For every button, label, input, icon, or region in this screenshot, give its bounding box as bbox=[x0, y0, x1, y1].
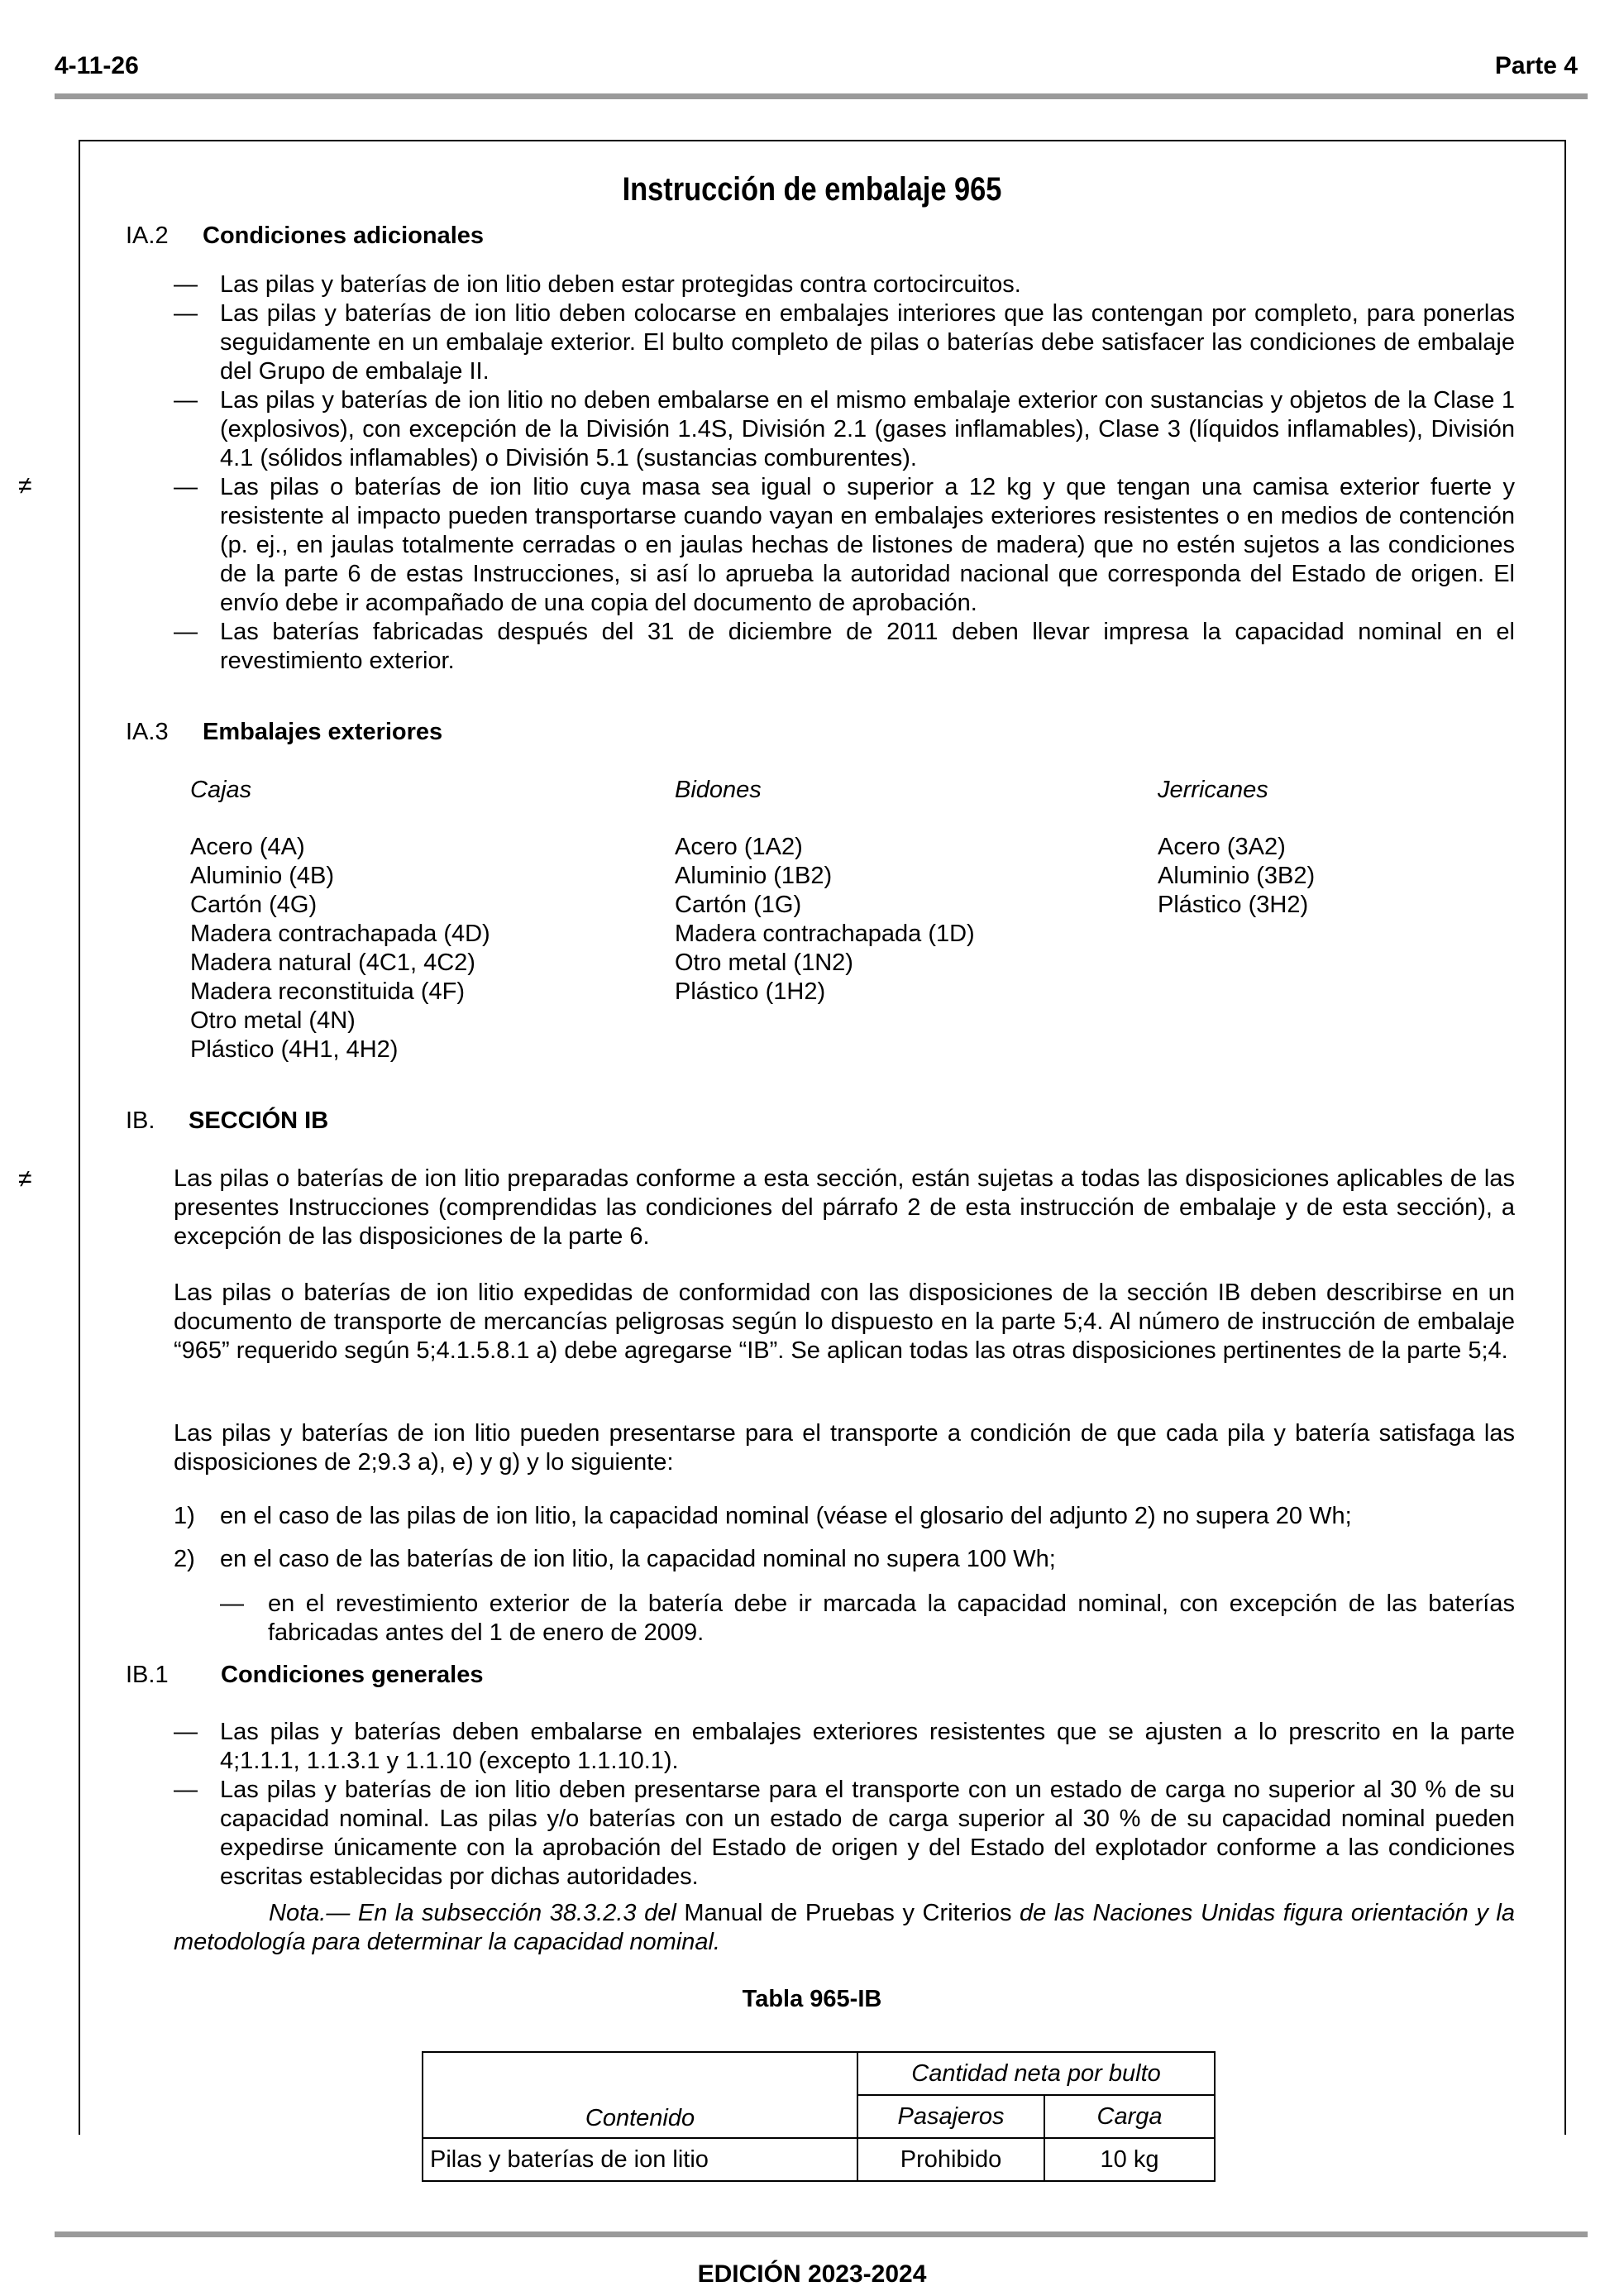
header-contents: Contenido bbox=[423, 2052, 857, 2138]
column-heading: Bidones bbox=[675, 777, 762, 803]
list-item: — Las pilas y baterías de ion litio deben estar protegidas contra cortocircuitos. bbox=[174, 271, 1021, 298]
section-label: SECCIÓN IB bbox=[189, 1107, 329, 1134]
list-item: Aluminio (4B) bbox=[190, 863, 335, 889]
section-ia2-heading bbox=[126, 222, 485, 251]
header-passengers: Pasajeros bbox=[857, 2095, 1044, 2138]
cell-contents: Pilas y baterías de ion litio bbox=[423, 2138, 857, 2181]
list-item: Madera contrachapada (1D) bbox=[675, 921, 975, 947]
ib-sub-list bbox=[220, 1590, 1515, 1648]
list-item: Madera reconstituida (4F) bbox=[190, 978, 466, 1005]
list-item: Acero (1A2) bbox=[675, 834, 803, 860]
list-item: Acero (3A2) bbox=[1158, 834, 1286, 860]
column-bidones bbox=[675, 776, 975, 1007]
list-item: Acero (4A) bbox=[190, 834, 305, 860]
list-item: Aluminio (1B2) bbox=[675, 863, 833, 889]
column-heading: Cajas bbox=[190, 777, 252, 803]
list-item: Madera natural (4C1, 4C2) bbox=[190, 949, 475, 976]
ib-paragraph-2: Las pilas o baterías de ion litio expedidas de conformidad con las disposiciones de la sección IB deben describirse en un documento de transporte de mercancías peligrosas según lo dispuesto en la parte 5;4. Al número de instrucción de embalaje “965” requerido según 5;4.1.5.8.1 a) debe agregarse “IB”. Se aplican todas las otras disposiciones pertinentes de la parte 5;4. bbox=[174, 1280, 1515, 1364]
section-number: IA.2 bbox=[126, 222, 169, 249]
revision-mark: ≠ bbox=[18, 472, 32, 500]
header-rule bbox=[55, 93, 1588, 99]
item-number: 2) bbox=[174, 1546, 195, 1572]
section-label: Condiciones generales bbox=[221, 1662, 484, 1688]
edition-label: EDICIÓN 2023-2024 bbox=[697, 2260, 927, 2288]
list-item: Aluminio (3B2) bbox=[1158, 863, 1316, 889]
list-item: Plástico (1H2) bbox=[675, 978, 826, 1005]
cell-cargo: 10 kg bbox=[1044, 2138, 1215, 2181]
list-item: Plástico (3H2) bbox=[1158, 892, 1309, 918]
list-item: — Las baterías fabricadas después del 31 de diciembre de 2011 deben llevar impresa la capacidad nominal en el revestimiento exterior. bbox=[174, 619, 1515, 674]
ib-paragraph-1: Las pilas o baterías de ion litio preparadas conforme a esta sección, están sujetas a todas las disposiciones aplicables de las presentes Instrucciones (comprendidas las condiciones del párrafo 2 de esta instrucción de embalaje y de esta sección), a excepción de las disposiciones de la parte 6. bbox=[174, 1165, 1515, 1250]
list-item: — Las pilas y baterías deben embalarse en embalajes exteriores resistentes que se ajusten a lo prescrito en la parte 4;1.1.1, 1.1.3.1 y 1.1.10 (excepto 1.1.10.1). bbox=[174, 1719, 1515, 1774]
ib1-note: Nota.— En la subsección 38.3.2.3 del Manual de Pruebas y Criterios de las Naciones Unidas figura orientación y la metodología para determinar la capacidad nominal. bbox=[174, 1900, 1515, 1955]
header-cargo: Carga bbox=[1044, 2095, 1215, 2138]
item-number: 1) bbox=[174, 1503, 195, 1529]
cell-passengers: Prohibido bbox=[857, 2138, 1044, 2181]
ib1-list bbox=[174, 1718, 1515, 1892]
column-jerricanes bbox=[1158, 776, 1315, 920]
item-text: en el caso de las baterías de ion litio, la capacidad nominal no supera 100 Wh; bbox=[220, 1546, 1056, 1572]
section-ia3-heading bbox=[126, 718, 443, 747]
list-item: Madera contrachapada (4D) bbox=[190, 921, 490, 947]
section-label: Embalajes exteriores bbox=[203, 719, 443, 745]
list-item: Otro metal (1N2) bbox=[675, 949, 853, 976]
part-label: Parte 4 bbox=[1494, 52, 1578, 79]
ib-numbered-1 bbox=[174, 1502, 1352, 1531]
section-label: Condiciones adicionales bbox=[203, 222, 485, 249]
table-caption: Tabla 965-IB bbox=[742, 1986, 882, 2012]
page-reference: 4-11-26 bbox=[55, 52, 139, 79]
section-ib-heading bbox=[126, 1107, 329, 1136]
section-number: IB. bbox=[126, 1107, 155, 1134]
ib-numbered-2 bbox=[174, 1545, 1056, 1574]
list-item: — Las pilas y baterías de ion litio deben presentarse para el transporte con un estado de carga no superior al 30 % de su capacidad nominal. Las pilas y/o baterías con un estado de carga superior al 30 % de su capacidad nominal pueden expedirse únicamente con la aprobación del Estado de origen y del Estado del explotador conforme a las condiciones escritas establecidas por dichas autoridades. bbox=[174, 1777, 1515, 1890]
header-group: Cantidad neta por bulto bbox=[857, 2052, 1215, 2095]
footer-rule bbox=[55, 2231, 1588, 2237]
column-heading: Jerricanes bbox=[1158, 777, 1268, 803]
section-ib1-heading bbox=[126, 1661, 484, 1690]
table-row bbox=[423, 2138, 1215, 2181]
list-item: — en el revestimiento exterior de la batería debe ir marcada la capacidad nominal, con excepción de las baterías fabricadas antes del 1 de enero de 2009. bbox=[220, 1590, 1515, 1646]
column-cajas bbox=[190, 776, 490, 1064]
list-item: Cartón (1G) bbox=[675, 892, 802, 918]
table-965-ib bbox=[422, 2051, 1216, 2182]
list-item: Otro metal (4N) bbox=[190, 1007, 356, 1034]
page-title: Instrucción de embalaje 965 bbox=[622, 171, 1002, 208]
revision-mark: ≠ bbox=[18, 1165, 32, 1193]
list-item: — Las pilas y baterías de ion litio no deben embalarse en el mismo embalaje exterior con sustancias y objetos de la Clase 1 (explosivos), con excepción de la División 1.4S, División 2.1 (gases inflamables), Clase 3 (líquidos inflamables), División 4.1 (sólidos inflamables) o División 5.1 (sustancias comburentes). bbox=[174, 387, 1515, 471]
section-number: IA.3 bbox=[126, 719, 169, 745]
ia2-list bbox=[174, 270, 1515, 676]
item-text: en el caso de las pilas de ion litio, la capacidad nominal (véase el glosario del adjunto 2) no supera 20 Wh; bbox=[220, 1503, 1352, 1529]
ib-paragraph-3: Las pilas y baterías de ion litio pueden presentarse para el transporte a condición de que cada pila y batería satisfaga las disposiciones de 2;9.3 a), e) y g) y lo siguiente: bbox=[174, 1420, 1515, 1476]
list-item: — Las pilas o baterías de ion litio cuya masa sea igual o superior a 12 kg y que tengan una camisa exterior fuerte y resistente al impacto pueden transportarse cuando vayan en embalajes exteriores resistentes o en medios de contención (p. ej., en jaulas totalmente cerradas o en jaulas hechas de listones de madera) que no estén sujetos a las condiciones de la parte 6 de estas Instrucciones, si así lo aprueba la autoridad nacional que corresponda del Estado de origen. El envío debe ir acompañado de una copia del documento de aprobación. bbox=[174, 474, 1515, 616]
section-number: IB.1 bbox=[126, 1662, 169, 1688]
list-item: Plástico (4H1, 4H2) bbox=[190, 1036, 399, 1063]
list-item: Cartón (4G) bbox=[190, 892, 318, 918]
list-item: — Las pilas y baterías de ion litio deben colocarse en embalajes interiores que las contengan por completo, para ponerlas seguidamente en un embalaje exterior. El bulto completo de pilas o baterías debe satisfacer las condiciones de embalaje del Grupo de embalaje II. bbox=[174, 300, 1515, 385]
